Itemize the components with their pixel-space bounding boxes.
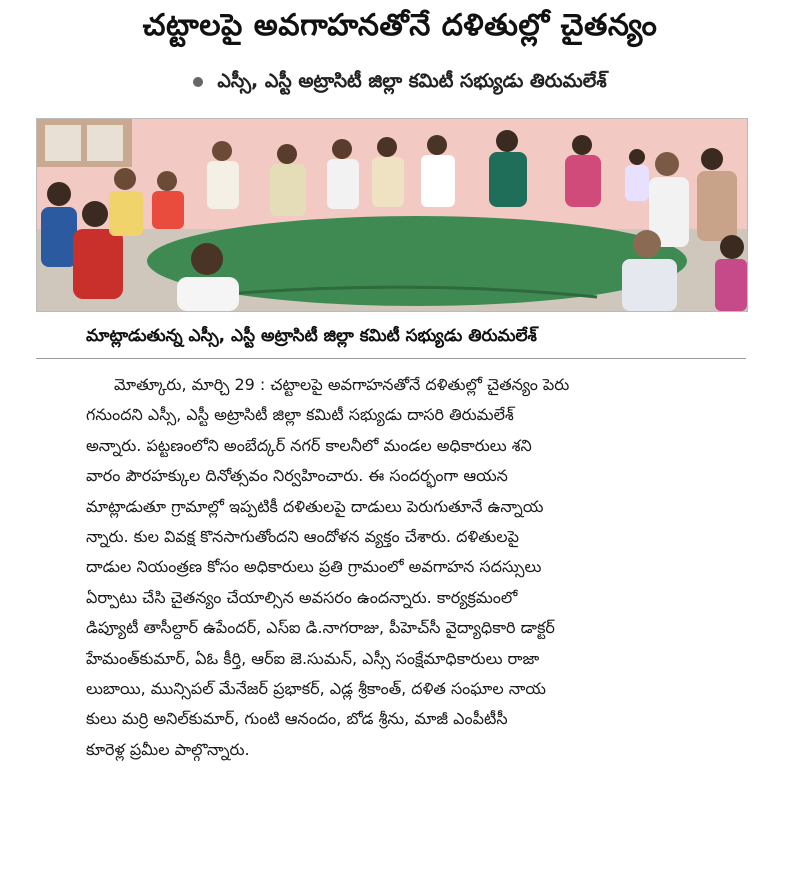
- subheadline: [0, 70, 800, 97]
- subheadline-text: ఎస్సీ, ఎస్టీ అట్రాసిటీ జిల్లా కమిటీ సభ్యుడు తిరుమలేశ్: [217, 70, 607, 92]
- article-line: గనుందని ఎస్సీ, ఎస్టీ అట్రాసిటీ జిల్లా కమిటీ సభ్యుడు దాసరి తిరుమలేశ్: [86, 405, 514, 425]
- article-line: ఏర్పాటు చేసి చైతన్యం చేయాల్సిన అవసరం ఉందన్నారు. కార్యక్రమంలో: [86, 587, 518, 607]
- photo-caption: మాట్లాడుతున్న ఎస్సీ, ఎస్టీ అట్రాసిటీ జిల్లా కమిటీ సభ్యుడు తిరుమలేశ్: [86, 326, 537, 346]
- window-pane-right: [87, 125, 123, 161]
- meeting-photo-illustration: [37, 119, 747, 311]
- article-line: దాడుల నియంత్రణ కోసం అధికారులు ప్రతి గ్రామంలో అవగాహన సదస్సులు: [86, 557, 542, 577]
- article-line: కూరెళ్ల ప్రమీల పాల్గొన్నారు.: [86, 739, 250, 759]
- headline: చట్టాలపై అవగాహనతోనే దళితుల్లో చైతన్యం: [142, 8, 658, 43]
- article-line: మోత్కూరు, మార్చి 29 : చట్టాలపై అవగాహనతోనే దళితుల్లో చైతన్యం పెరు: [114, 375, 570, 394]
- article-body: [86, 370, 746, 765]
- article-line: హేమంత్‌కుమార్, ఏఓ కీర్తి, ఆర్ఐ జె.సుమన్, ఎస్సీ సంక్షేమాధికారులు రాజా: [86, 648, 540, 668]
- window-pane-left: [45, 125, 81, 161]
- article-line: అన్నారు. పట్టణంలోని అంబేద్కర్ నగర్ కాలనీలో మండల అధికారులు శని: [86, 435, 532, 455]
- divider: [36, 358, 746, 359]
- article-line: వారం పౌరహక్కుల దినోత్సవం నిర్వహించారు. ఈ సందర్భంగా ఆయన: [86, 466, 508, 486]
- article-line: డిప్యూటీ తాసీల్దార్ ఉపేందర్, ఎస్ఐ డి.నాగరాజు, పీహెచ్‌సీ వైద్యాధికారి డాక్టర్: [86, 618, 555, 638]
- article-line: లుబాయి, మున్సిపల్ మేనేజర్ ప్రభాకర్, ఎడ్ల శ్రీకాంత్, దళిత సంఘాల నాయ: [86, 679, 546, 699]
- article-line: మాట్లాడుతూ గ్రామాల్లో ఇప్పటికీ దళితులపై దాడులు పెరుగుతూనే ఉన్నాయ: [86, 496, 544, 516]
- news-photo: [36, 118, 748, 312]
- bullet-icon: [193, 77, 203, 87]
- article-line: కులు మర్రి అనిల్‌కుమార్, గుంటి ఆనందం, బోడ శ్రీను, మాజీ ఎంపీటీసీ: [86, 709, 508, 729]
- article-line: న్నారు. కుల వివక్ష కొనసాగుతోందని ఆందోళన వ్యక్తం చేశారు. దళితులపై: [86, 527, 519, 547]
